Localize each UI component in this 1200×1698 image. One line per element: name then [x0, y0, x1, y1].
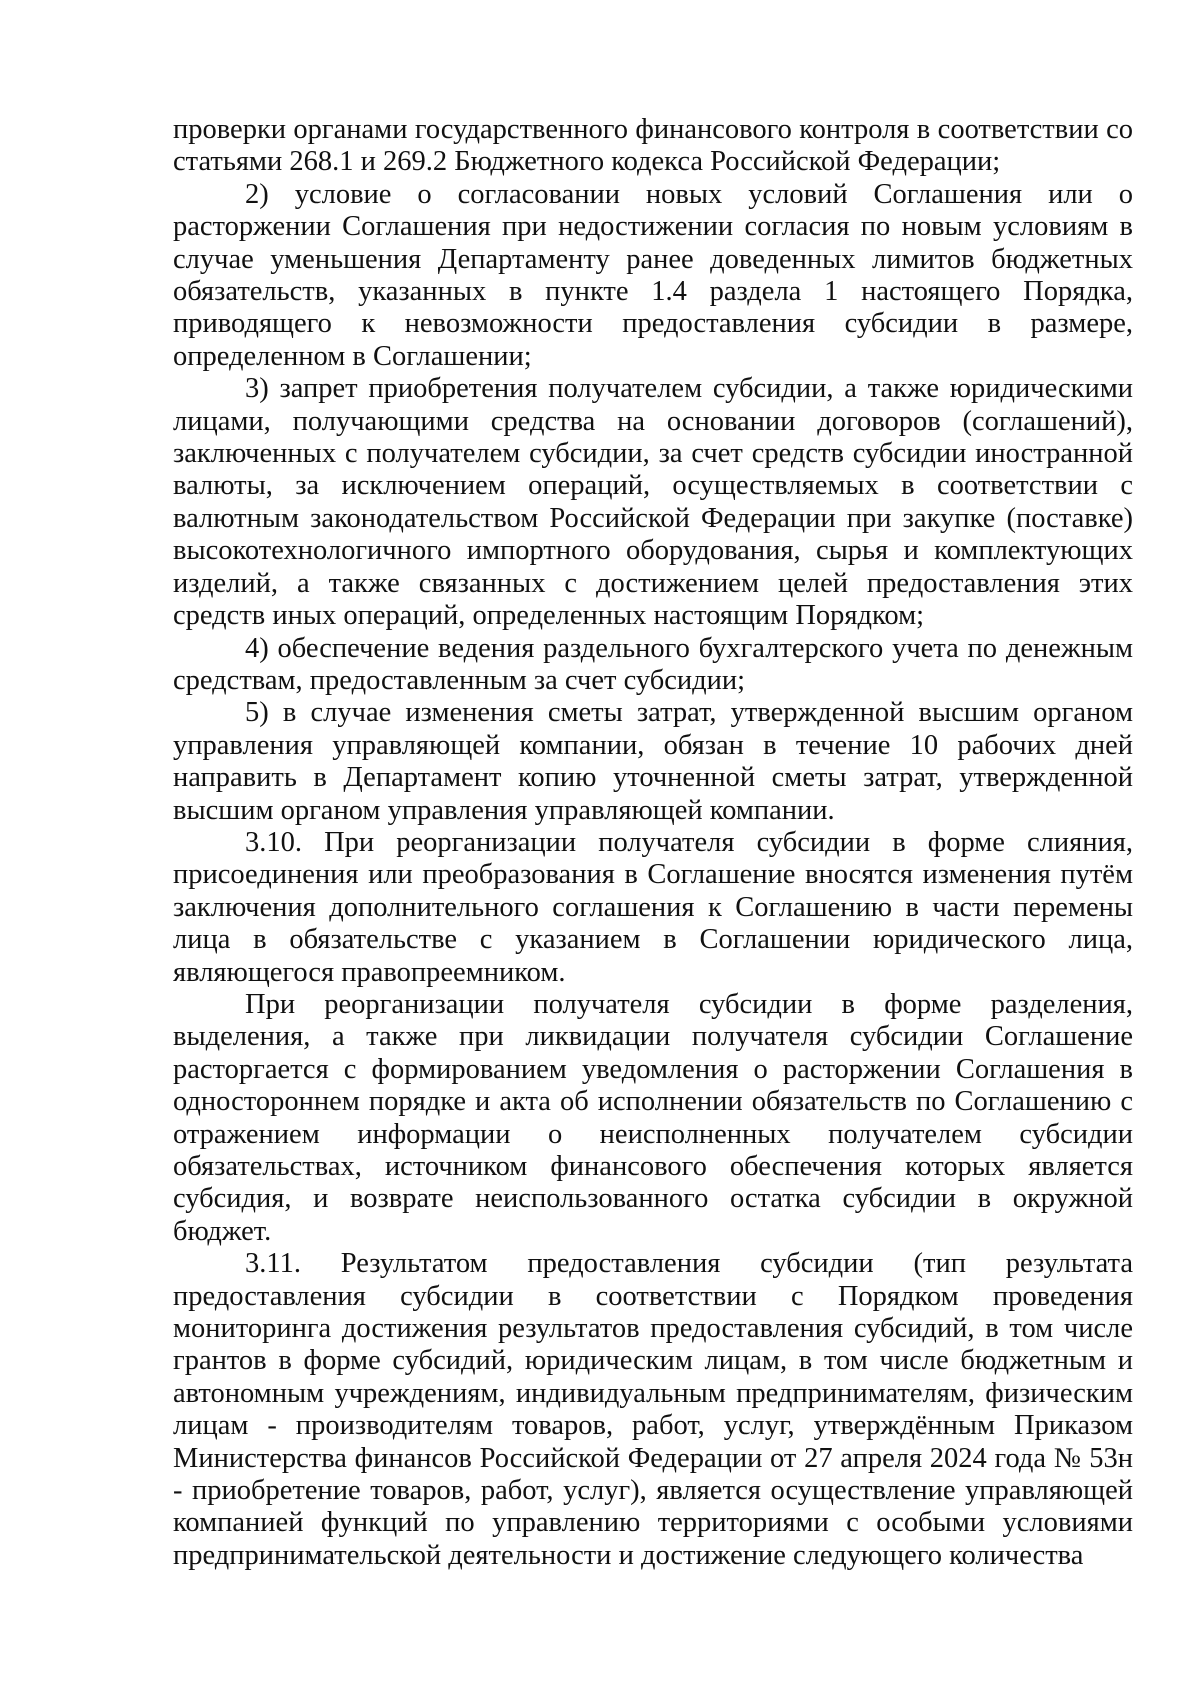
paragraph-item-2: 2) условие о согласовании новых условий Соглашения или о расторжении Соглашения при недостижении согласия по новым условиям в случае уменьшения Департаменту ранее доведенных лимитов бюджетных обязательств, указанных в пункте 1.4 раздела 1 настоящего Порядка, приводящего к невозможности предоставления субсидии в размере, определенном в Соглашении;: [173, 178, 1133, 372]
paragraph-reorganization: При реорганизации получателя субсидии в форме разделения, выделения, а также при ликвидации получателя субсидии Соглашение расторгается с формированием уведомления о расторжении Соглашения в одностороннем порядке и акта об исполнении обязательств по Соглашению с отражением информации о неисполненных получателем субсидии обязательствах, источником финансового обеспечения которых является субсидия, и возврате неиспользованного остатка субсидии в окружной бюджет.: [173, 988, 1133, 1247]
paragraph-item-3: 3) запрет приобретения получателем субсидии, а также юридическими лицами, получающими средства на основании договоров (соглашений), заключенных с получателем субсидии, за счет средств субсидии иностранной валюты, за исключением операций, осуществляемых в соответствии с валютным законодательством Российской Федерации при закупке (поставке) высокотехнологичного импортного оборудования, сырья и комплектующих изделий, а также связанных с достижением целей предоставления этих средств иных операций, определенных настоящим Порядком;: [173, 373, 1133, 632]
paragraph-item-4: 4) обеспечение ведения раздельного бухгалтерского учета по денежным средствам, предоставленным за счет субсидии;: [173, 632, 1133, 696]
document-body: [173, 114, 1133, 1572]
paragraph-section-3-11: 3.11. Результатом предоставления субсидии (тип результата предоставления субсидии в соответствии с Порядком проведения мониторинга достижения результатов предоставления субсидий, в том числе грантов в форме субсидий, юридическим лицам, в том числе бюджетным и автономным учреждениям, индивидуальным предпринимателям, физическим лицам - производителям товаров, работ, услуг, утверждённым Приказом Министерства финансов Российской Федерации от 27 апреля 2024 года № 53н - приобретение товаров, работ, услуг), является осуществление управляющей компанией функций по управлению территориями с особыми условиями предпринимательской деятельности и достижение следующего количества: [173, 1248, 1133, 1571]
paragraph-continuation: проверки органами государственного финансового контроля в соответствии со статьями 268.1 и 269.2 Бюджетного кодекса Российской Федерации;: [173, 114, 1133, 178]
paragraph-item-5: 5) в случае изменения сметы затрат, утвержденной высшим органом управления управляющей компании, обязан в течение 10 рабочих дней направить в Департамент копию уточненной сметы затрат, утвержденной высшим органом управления управляющей компании.: [173, 697, 1133, 826]
paragraph-section-3-10: 3.10. При реорганизации получателя субсидии в форме слияния, присоединения или преобразования в Соглашение вносятся изменения путём заключения дополнительного соглашения к Соглашению в части перемены лица в обязательстве с указанием в Соглашении юридического лица, являющегося правопреемником.: [173, 826, 1133, 988]
